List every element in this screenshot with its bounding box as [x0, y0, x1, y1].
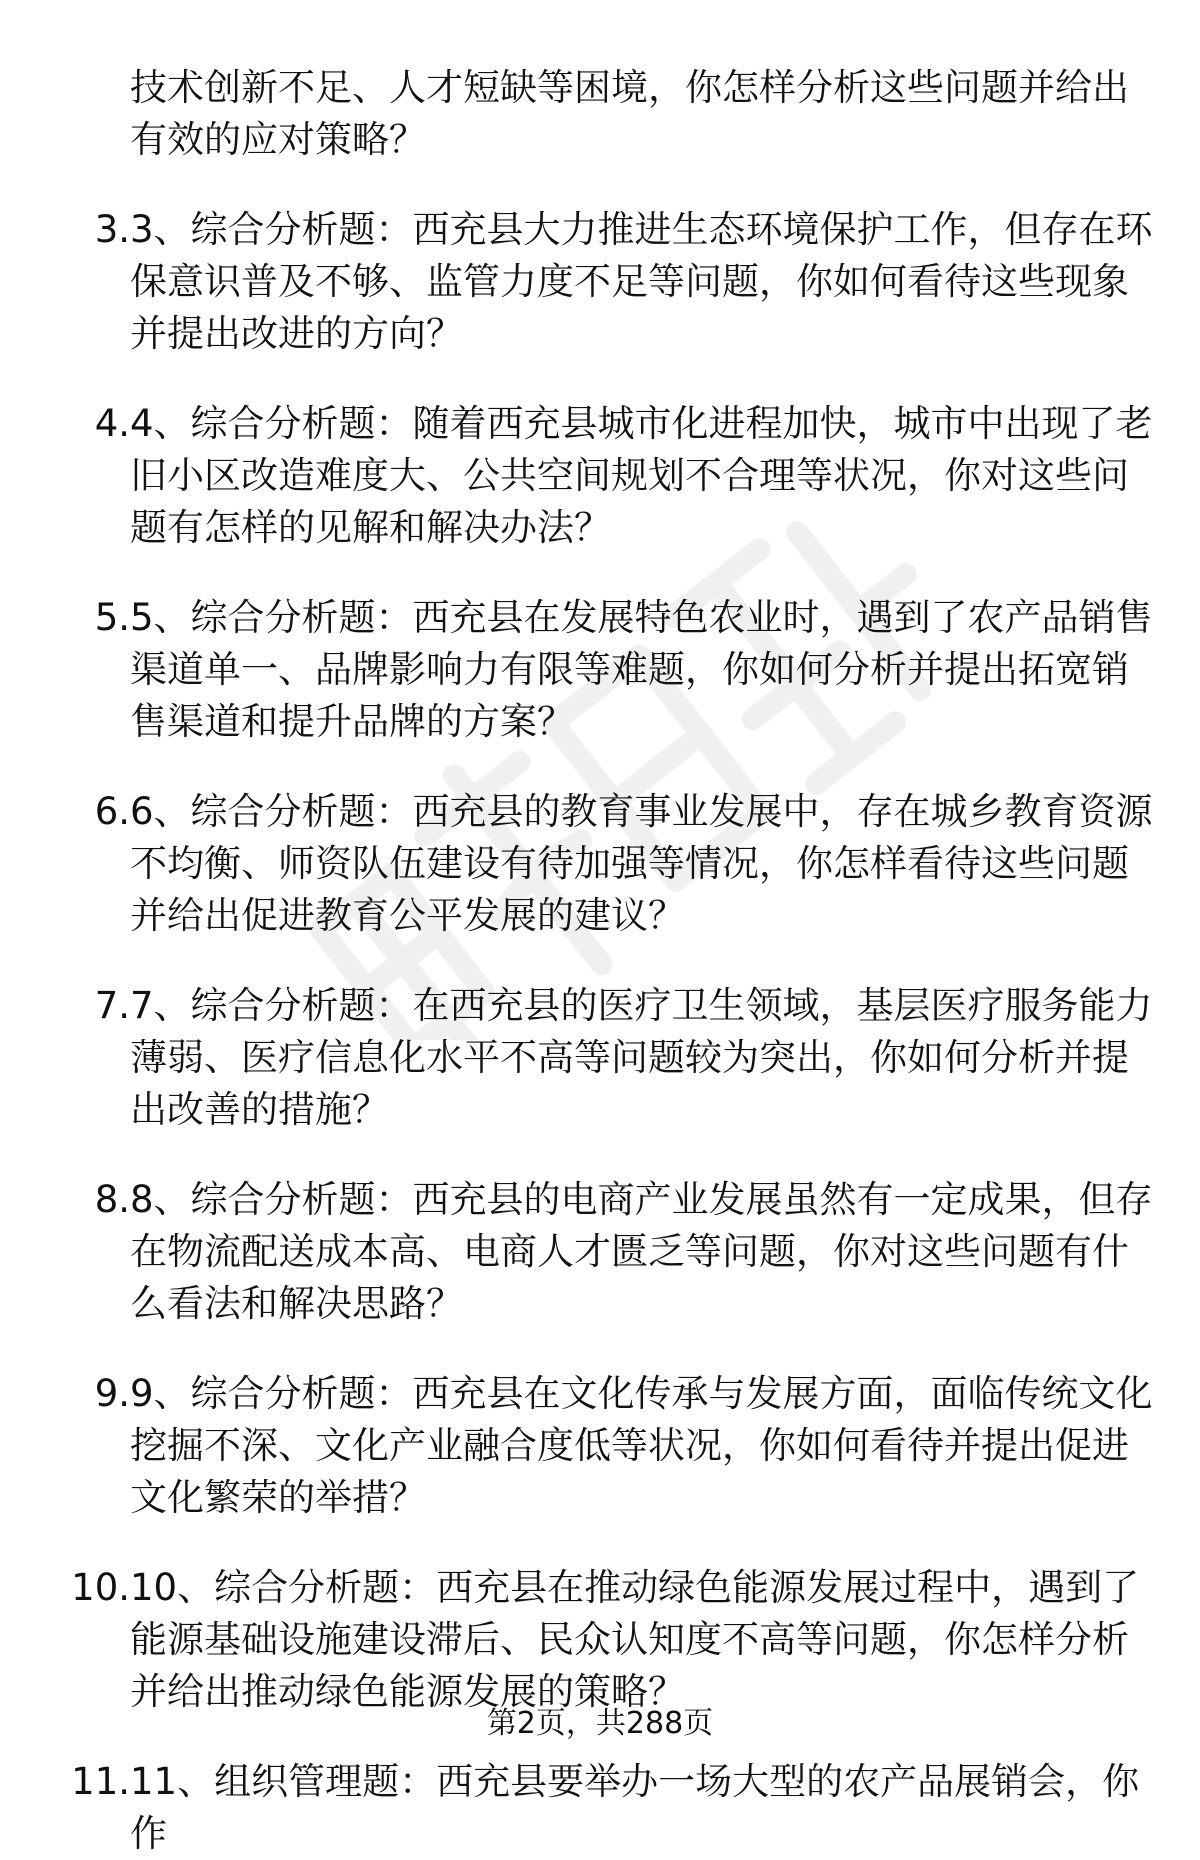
list-item-text: 10、综合分析题：西充县在推动绿色能源发展过程中，遇到了能源基础设施建设滞后、民众认知度不高等问题，你怎样分析并给出推动绿色能源发展的策略？: [130, 1566, 1140, 1713]
list-item: [0, 1174, 1200, 1330]
list-item: [0, 1368, 1200, 1524]
list-item-text: 11、组织管理题：西充县要举办一场大型的农产品展销会，你作: [130, 1760, 1140, 1855]
list-item: [0, 980, 1200, 1136]
list-item-text: 6、综合分析题：西充县的教育事业发展中，存在城乡教育资源不均衡、师资队伍建设有待加强等情况，你怎样看待这些问题并给出促进教育公平发展的建议？: [130, 790, 1153, 937]
list-item: [0, 204, 1200, 360]
list-item-text: 9、综合分析题：西充县在文化传承与发展方面，面临传统文化挖掘不深、文化产业融合度低等状况，你如何看待并提出促进文化繁荣的举措？: [130, 1372, 1153, 1519]
list-item: [0, 398, 1200, 554]
list-item-text: 4、综合分析题：随着西充县城市化进程加快，城市中出现了老旧小区改造难度大、公共空间规划不合理等状况，你对这些问题有怎样的见解和解决办法？: [130, 402, 1153, 549]
page-number-footer: 第2页，共288页: [486, 1706, 714, 1741]
list-item: [0, 1562, 1200, 1718]
list-item: [0, 592, 1200, 748]
list-item-number: 9.: [94, 1372, 130, 1415]
list-item-number: 4.: [94, 402, 130, 445]
list-item-number: 10.: [71, 1566, 130, 1609]
list-item-number: 7.: [94, 984, 130, 1027]
list-item-number: 6.: [94, 790, 130, 833]
list-item-number: 3.: [94, 208, 130, 251]
list-item-text: 7、综合分析题：在西充县的医疗卫生领域，基层医疗服务能力薄弱、医疗信息化水平不高等问题较为突出，你如何分析并提出改善的措施？: [130, 984, 1153, 1131]
list-item-text: 3、综合分析题：西充县大力推进生态环境保护工作，但存在环保意识普及不够、监管力度不足等问题，你如何看待这些现象并提出改进的方向？: [130, 208, 1153, 355]
list-item: [0, 1756, 1200, 1860]
list-item-number: 8.: [94, 1178, 130, 1221]
list-item-number: 11.: [71, 1760, 130, 1803]
list-item-text: 8、综合分析题：西充县的电商产业发展虽然有一定成果，但存在物流配送成本高、电商人才匮乏等问题，你对这些问题有什么看法和解决思路？: [130, 1178, 1153, 1325]
question-list: [0, 62, 1200, 1860]
list-item: [0, 786, 1200, 942]
list-item-number: 5.: [94, 596, 130, 639]
continued-question-text: 技术创新不足、人才短缺等困境，你怎样分析这些问题并给出有效的应对策略？: [130, 66, 1129, 161]
list-item-text: 5、综合分析题：西充县在发展特色农业时，遇到了农产品销售渠道单一、品牌影响力有限等难题，你如何分析并提出拓宽销售渠道和提升品牌的方案？: [130, 596, 1153, 743]
